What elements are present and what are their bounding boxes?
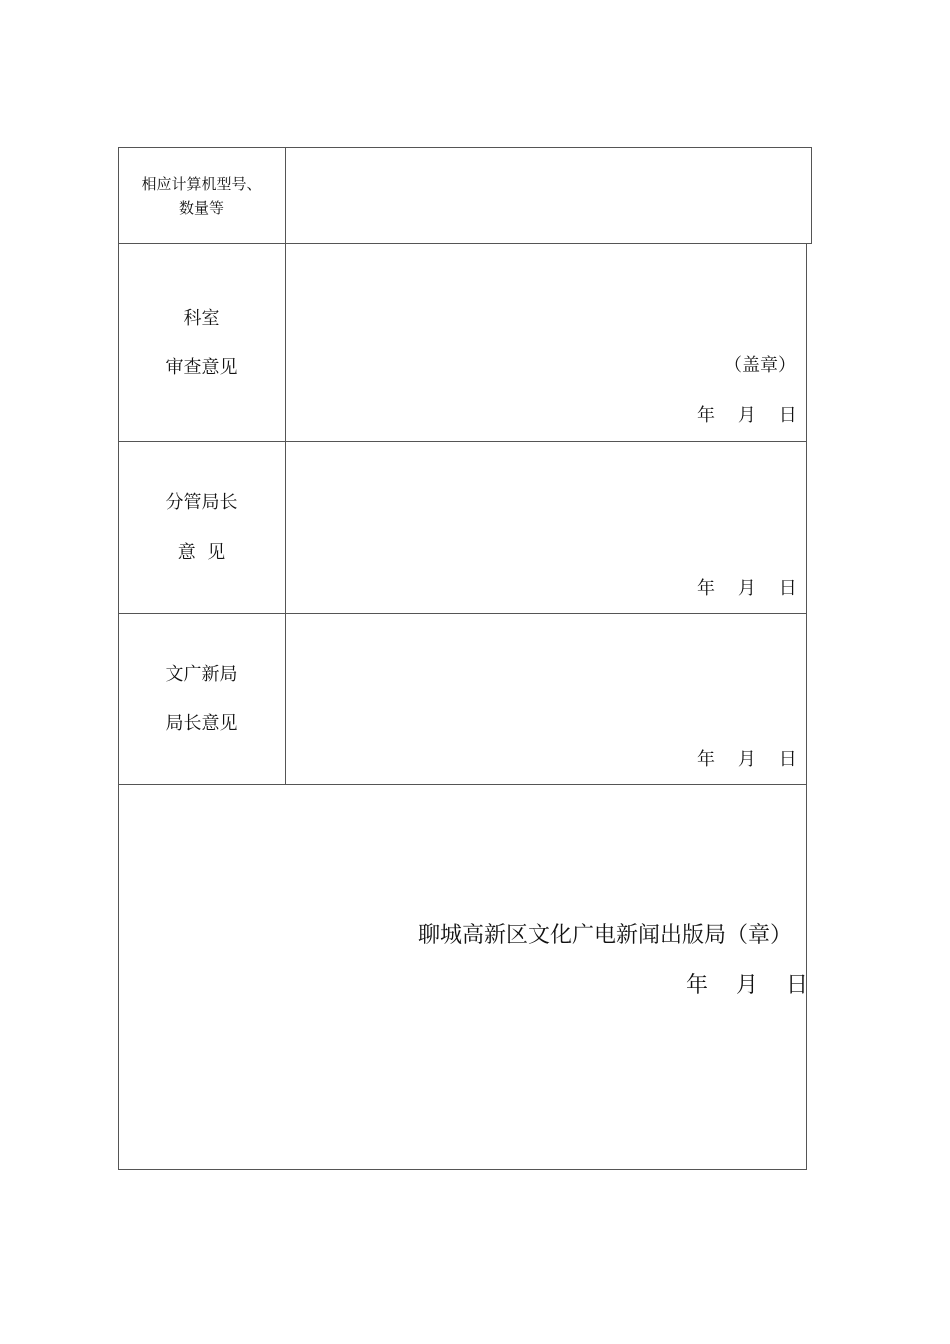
seal-note: （盖章）	[724, 355, 796, 376]
issuer-name: 聊城高新区文化广电新闻出版局（章）	[418, 923, 793, 948]
deputy-director-opinion-label: 意 见	[177, 542, 226, 563]
row-divider	[118, 613, 807, 614]
deputy-director-date: 年 月 日	[697, 578, 797, 599]
table-border-top	[118, 147, 812, 148]
table-border-left	[118, 147, 119, 1170]
table-border-bottom	[118, 1169, 807, 1170]
deputy-director-label: 分管局长	[165, 492, 238, 513]
table-border-right	[806, 243, 807, 1170]
computer-model-label	[118, 177, 285, 192]
computer-model-field[interactable]	[287, 149, 810, 242]
bureau-label: 文广新局	[165, 664, 238, 685]
section-office-date: 年 月 日	[697, 405, 797, 426]
bureau-director-opinion-label: 局长意见	[165, 713, 238, 734]
computer-model-label-line2: 数量等	[178, 199, 224, 217]
section-office-opinion-label: 审查意见	[165, 357, 238, 378]
row-divider	[118, 243, 812, 244]
bureau-director-date: 年 月 日	[697, 749, 797, 770]
table-border-right-top	[811, 147, 812, 244]
computer-quantity-label	[118, 201, 285, 216]
row-divider	[118, 784, 807, 785]
computer-model-label-line1: 相应计算机型号、	[141, 175, 262, 193]
issuer-date: 年 月 日	[686, 973, 808, 998]
label-column-divider	[285, 147, 286, 785]
row-divider	[118, 441, 807, 442]
section-office-label: 科室	[183, 308, 220, 329]
